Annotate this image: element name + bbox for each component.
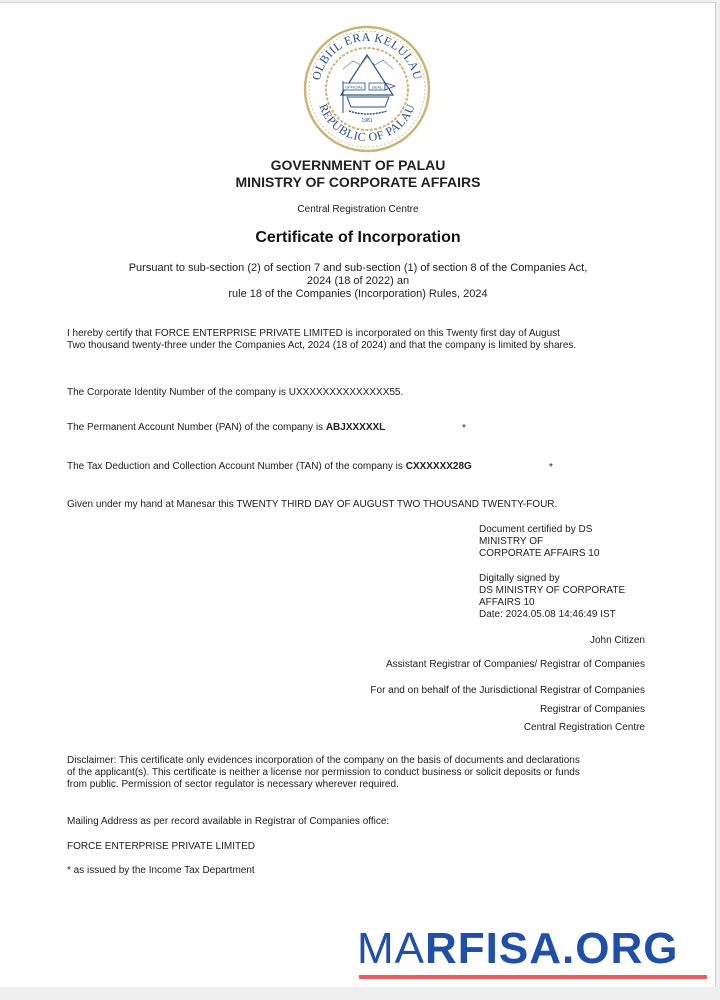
digital-signature-block bbox=[479, 573, 625, 621]
registrar-centre: Central Registration Centre bbox=[523, 722, 645, 733]
watermark-logo bbox=[357, 925, 678, 973]
signed-line: AFFAIRS 10 bbox=[479, 597, 535, 608]
disclaimer-line: of the applicant(s). This certificate is neither a license nor permission to conduct business or solicit deposits or funds bbox=[67, 767, 580, 778]
pursuant-line: Pursuant to sub-section (2) of section 7 and sub-section (1) of section 8 of the Companies Act, bbox=[128, 262, 588, 274]
pursuant-clause bbox=[0, 262, 716, 301]
signatory-name: John Citizen bbox=[589, 635, 645, 646]
svg-text:OFFICIAL: OFFICIAL bbox=[344, 84, 364, 90]
behalf-statement: For and on behalf of the Jurisdictional Registrar of Companies bbox=[370, 685, 645, 696]
watermark-text: RFISA.ORG bbox=[425, 924, 679, 973]
pan-value: ABJXXXXXL bbox=[325, 422, 386, 433]
pursuant-line: 2024 (18 of 2022) an bbox=[306, 275, 410, 287]
svg-text:SEAL: SEAL bbox=[371, 84, 383, 90]
svg-text:REPUBLIC OF PALAU: REPUBLIC OF PALAU bbox=[316, 101, 418, 145]
government-seal-icon bbox=[303, 25, 431, 153]
certification-statement bbox=[67, 328, 576, 352]
certification-line: I hereby certify that FORCE ENTERPRISE PRIVATE LIMITED is incorporated on this Twenty first day of August bbox=[67, 328, 560, 339]
certified-line: CORPORATE AFFAIRS 10 bbox=[479, 548, 600, 559]
certification-line: Two thousand twenty-three under the Companies Act, 2024 (18 of 2024) and that the company is limited by shares. bbox=[67, 340, 577, 351]
svg-text:OLBIIL ERA KELULAU: OLBIIL ERA KELULAU bbox=[308, 29, 426, 82]
registration-centre: Central Registration Centre bbox=[297, 204, 419, 215]
government-name: GOVERNMENT OF PALAU bbox=[270, 157, 446, 173]
pan-label: The Permanent Account Number (PAN) of the company is bbox=[67, 422, 326, 433]
footnote: * as issued by the Income Tax Department bbox=[67, 865, 255, 876]
document-certified-block bbox=[479, 524, 599, 560]
registrar-title: Registrar of Companies bbox=[539, 704, 645, 715]
ministry-name: MINISTRY OF CORPORATE AFFAIRS bbox=[235, 174, 481, 190]
disclaimer bbox=[67, 755, 580, 791]
signed-line: Digitally signed by bbox=[479, 573, 560, 584]
signatory-role: Assistant Registrar of Companies/ Registrar of Companies bbox=[386, 659, 645, 670]
certified-line: MINISTRY OF bbox=[479, 536, 544, 547]
government-heading bbox=[0, 157, 716, 191]
tan-footnote-marker: * bbox=[549, 462, 553, 473]
watermark-text: MA bbox=[357, 924, 425, 973]
tan-statement bbox=[67, 461, 472, 473]
given-statement: Given under my hand at Manesar this TWENTY THIRD DAY OF AUGUST TWO THOUSAND TWENTY-FOUR. bbox=[67, 499, 558, 510]
pursuant-line: rule 18 of the Companies (Incorporation) Rules, 2024 bbox=[228, 288, 488, 300]
svg-text:1981: 1981 bbox=[361, 118, 373, 124]
tan-value: CXXXXXX28G bbox=[405, 461, 472, 472]
mailing-address-label: Mailing Address as per record available in Registrar of Companies office: bbox=[67, 816, 390, 827]
certificate-title: Certificate of Incorporation bbox=[255, 229, 461, 246]
mailing-company-name: FORCE ENTERPRISE PRIVATE LIMITED bbox=[67, 841, 255, 852]
pan-statement bbox=[67, 422, 385, 434]
disclaimer-line: from public. Permission of sector regulator is necessary wherever required. bbox=[67, 779, 399, 790]
pan-footnote-marker: * bbox=[462, 423, 466, 434]
watermark-underline bbox=[359, 975, 707, 979]
tan-label: The Tax Deduction and Collection Account Number (TAN) of the company is bbox=[67, 461, 406, 472]
signature-date: Date: 2024.05.08 14:46:49 IST bbox=[479, 609, 616, 620]
certificate-page bbox=[0, 2, 716, 987]
certified-line: Document certified by DS bbox=[479, 524, 593, 535]
disclaimer-line: Disclaimer: This certificate only evidences incorporation of the company on the basis of documents and declarations bbox=[67, 755, 580, 766]
cin-statement: The Corporate Identity Number of the company is UXXXXXXXXXXXXXX55. bbox=[67, 387, 404, 398]
signed-line: DS MINISTRY OF CORPORATE bbox=[479, 585, 626, 596]
